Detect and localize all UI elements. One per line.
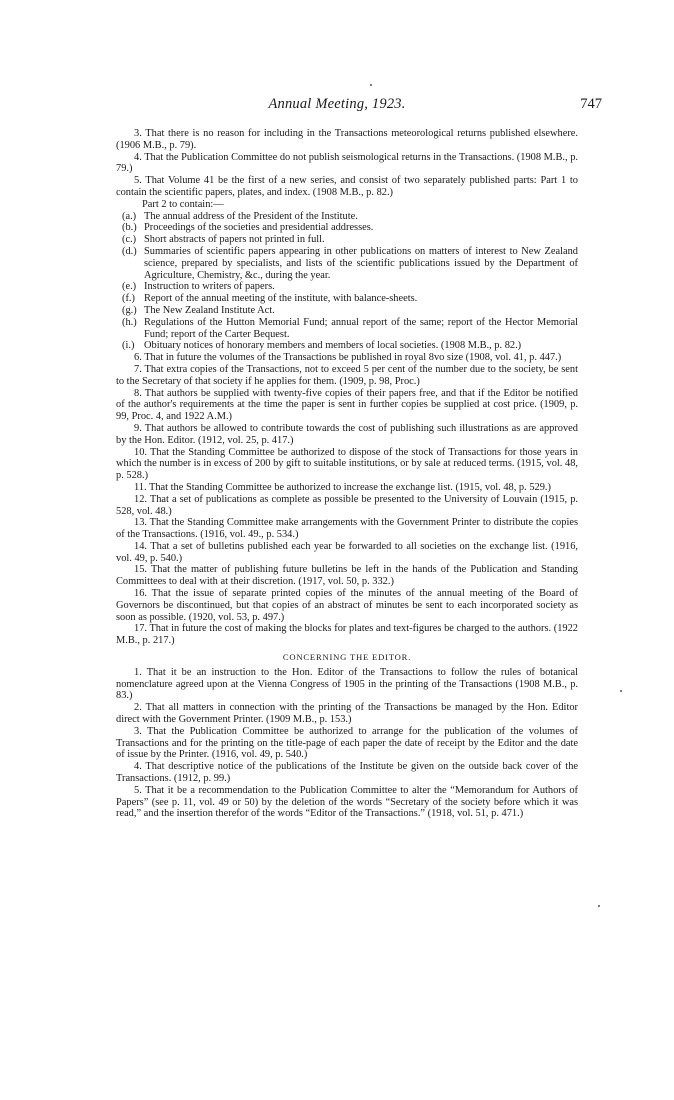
body-text	[116, 128, 578, 820]
paragraph: 14. That a set of bulletins published each year be forwarded to all societies on the exchange list. (1916, vol. 49, p. 540.)	[116, 540, 578, 564]
paragraph: 5. That Volume 41 be the first of a new series, and consist of two separately published parts: Part 1 to contain the scientific papers, plates, and index. (1908 M.B., p. 82.)	[116, 175, 578, 198]
page-header	[0, 96, 674, 114]
paragraph: 17. That in future the cost of making the blocks for plates and text-figures be charged to the authors. (1922 M.B., p. 217.)	[116, 623, 578, 647]
paragraph: 8. That authors be supplied with twenty-five copies of their papers free, and that if the Editor be notified of the author's requirements at the time the paper is sent in further copies be supplied at cost price. (1909, p. 99, Proc. 4, and 1922 A.M.)	[116, 387, 578, 423]
list-marker: (g.)	[122, 304, 137, 316]
list-text: The annual address of the President of the Institute.	[144, 210, 358, 222]
paragraph: 13. That the Standing Committee make arrangements with the Government Printer to distribute the copies of the Transactions. (1916, vol. 49., p. 534.)	[116, 517, 578, 541]
list-marker: (e.)	[122, 281, 137, 293]
paragraph: 4. That the Publication Committee do not publish seismological returns in the Transactions. (1908 M.B., p. 79.)	[116, 151, 578, 175]
paragraph: 9. That authors be allowed to contribute towards the cost of publishing such illustrations as are approved by the Hon. Editor. (1912, vol. 25, p. 417.)	[116, 422, 578, 446]
paragraph: 15. That the matter of publishing future bulletins be left in the hands of the Publication and Standing Committees to deal with at their discretion. (1917, vol. 50, p. 332.)	[116, 564, 578, 588]
list-marker: (f.)	[122, 293, 135, 305]
paragraph: 1. That it be an instruction to the Hon. Editor of the Transactions to follow the rules of botanical nomenclature agreed upon at the Vienna Congress of 1905 in the printing of the Transactions (1908 M.B., p. 83.)	[116, 666, 578, 702]
list-text: Instruction to writers of papers.	[144, 281, 275, 293]
list-marker: (b.)	[122, 222, 137, 234]
paragraph: 3. That there is no reason for including in the Transactions meteorological returns published elsewhere. (1906 M.B., p. 79).	[116, 128, 578, 151]
list-marker: (i.)	[122, 340, 135, 352]
list-text: The New Zealand Institute Act.	[144, 304, 275, 316]
list-marker: (d.)	[122, 245, 137, 257]
list-text: Proceedings of the societies and presidential addresses.	[144, 222, 374, 234]
paragraph: 11. That the Standing Committee be authorized to increase the exchange list. (1915, vol. 48, p. 529.)	[134, 481, 551, 493]
list-text: Regulations of the Hutton Memorial Fund; annual report of the same; report of the Hector Memorial Fund; report of the Carter Bequest.	[144, 316, 578, 340]
list-item	[116, 211, 578, 223]
part2-list	[116, 211, 578, 353]
page-number: 747	[580, 96, 602, 112]
paragraph: 16. That the issue of separate printed copies of the minutes of the annual meeting of the Board of Governors be discontinued, but that copies of an abstract of minutes be sent to each incorporated society as soon as possible. (1920, vol. 53, p. 497.)	[116, 588, 578, 623]
list-item	[116, 305, 578, 317]
list-item	[116, 246, 578, 281]
section-title: CONCERNING THE EDITOR.	[282, 652, 412, 663]
list-item	[116, 293, 578, 305]
list-text: Short abstracts of papers not printed in full.	[144, 234, 325, 246]
paragraph: 6. That in future the volumes of the Transactions be published in royal 8vo size (1908, vol. 41, p. 447.)	[134, 352, 562, 364]
list-item	[116, 340, 578, 352]
list-item	[116, 317, 578, 341]
paragraph: 10. That the Standing Committee be authorized to dispose of the stock of Transactions for those years in which the number is in excess of 200 by gift to suitable institutions, or by sale at reduced terms. (1915, vol. 48, p. 528.)	[116, 446, 578, 482]
paragraph: 12. That a set of publications as complete as possible be presented to the University of Louvain (1915, p. 528, vol. 48.)	[116, 493, 578, 517]
list-marker: (h.)	[122, 316, 137, 328]
list-text: Report of the annual meeting of the institute, with balance-sheets.	[144, 293, 418, 305]
paragraph: 5. That it be a recommendation to the Publication Committee to alter the “Memorandum for Authors of Papers” (see p. 11, vol. 49 or 50) by the deletion of the words “Secretary of the society before which it was read,” and the insertion therefor of the words “Editor of the Transactions.” (1918, vol. 51, p. 471.)	[116, 784, 578, 820]
list-text: Summaries of scientific papers appearing in other publications on matters of interest to New Zealand science, prepared by specialists, and lists of the scientific publications issued by the Department of Agriculture, Chemistry, &c., during the year.	[144, 245, 578, 281]
running-head: Annual Meeting, 1923.	[268, 96, 406, 112]
list-item	[116, 222, 578, 234]
paragraph: 7. That extra copies of the Transactions, not to exceed 5 per cent of the number due to the society, be sent to the Secretary of that society if he applies for them. (1909, p. 98, Proc.)	[116, 363, 578, 387]
part2-intro: Part 2 to contain:—	[142, 198, 224, 210]
list-item	[116, 281, 578, 293]
list-marker: (a.)	[122, 210, 137, 222]
paragraph: 3. That the Publication Committee be authorized to arrange for the publication of the volumes of Transactions and for the printing on the title-page of each paper the date of receipt by the Editor and the date of issue by the Printer. (1916, vol. 49, p. 540.)	[116, 725, 578, 761]
paragraph: 2. That all matters in connection with the printing of the Transactions be managed by the Hon. Editor direct with the Government Printer. (1909 M.B., p. 153.)	[116, 702, 578, 726]
paragraph: 4. That descriptive notice of the publications of the Institute be given on the outside back cover of the Transactions. (1912, p. 99.)	[116, 761, 578, 785]
list-marker: (c.)	[122, 234, 137, 246]
list-item	[116, 234, 578, 246]
list-text: Obituary notices of honorary members and members of local societies. (1908 M.B., p. 82.)	[144, 340, 522, 352]
